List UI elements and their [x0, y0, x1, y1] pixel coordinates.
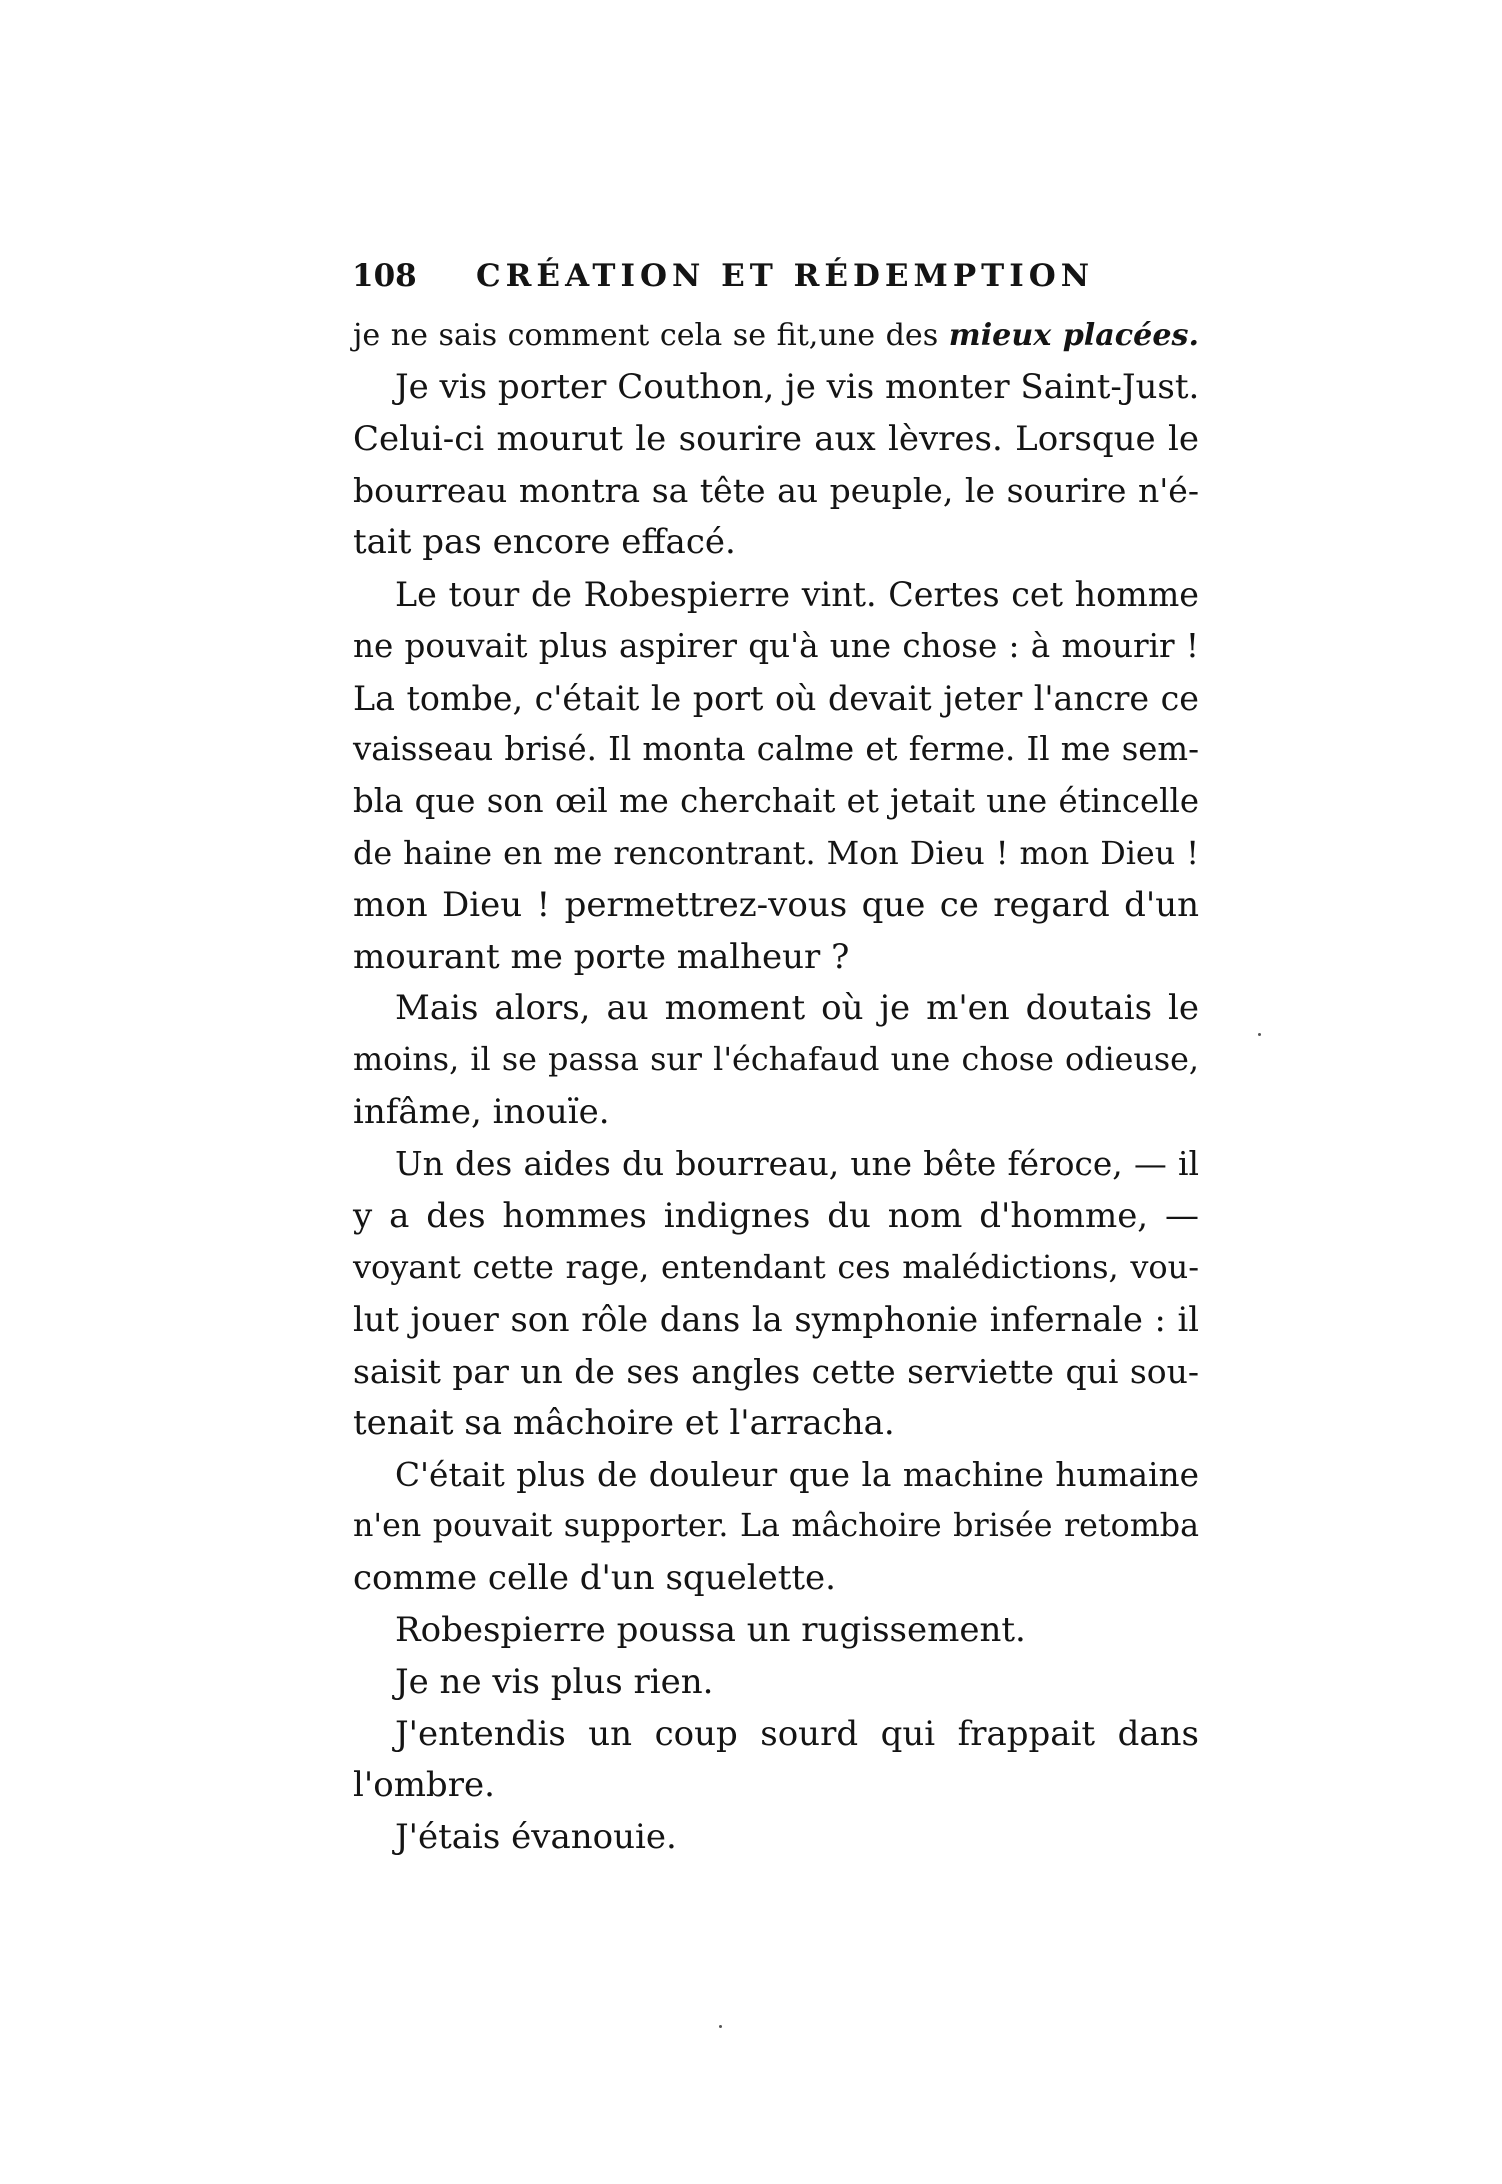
- text-line: mon Dieu ! permettrez-vous que ce regard d'un: [353, 884, 1199, 925]
- text-line: bourreau montra sa tête au peuple, le sourire n'é-: [353, 471, 1199, 511]
- text-line: comme celle d'un squelette.: [353, 1558, 836, 1599]
- text-line: moins, il se passa sur l'échafaud une chose odieuse,: [353, 1042, 1199, 1079]
- text-line: La tombe, c'était le port où devait jeter l'ancre ce: [353, 678, 1199, 718]
- text-line: C'était plus de douleur que la machine humaine: [395, 1455, 1199, 1494]
- italic-phrase: mieux placées.: [948, 318, 1199, 353]
- text-line: Celui-ci mourut le sourire aux lèvres. Lorsque le: [353, 418, 1199, 459]
- text-line: Un des aides du bourreau, une bête féroce, — il: [395, 1144, 1199, 1183]
- text-line: vaisseau brisé. Il monta calme et ferme. Il me sem-: [353, 730, 1199, 769]
- text-line: tait pas encore effacé.: [353, 522, 736, 563]
- print-speck: [1258, 1033, 1261, 1036]
- text-line: de haine en me rencontrant. Mon Dieu ! mon Dieu !: [353, 833, 1199, 872]
- text-line: Robespierre poussa un rugissement.: [395, 1609, 1026, 1650]
- running-header: [352, 254, 1192, 298]
- text-line: Le tour de Robespierre vint. Certes cet homme: [395, 574, 1199, 614]
- text-line: lut jouer son rôle dans la symphonie infernale : il: [353, 1300, 1199, 1340]
- text-line: mourant me porte malheur ?: [353, 936, 850, 977]
- text-line: l'ombre.: [353, 1765, 495, 1806]
- print-speck: [719, 2025, 722, 2028]
- text-line: y a des hommes indignes du nom d'homme, —: [353, 1195, 1199, 1236]
- text-line: Mais alors, au moment où je m'en doutais le: [395, 988, 1199, 1029]
- running-title: CRÉATION ET RÉDEMPTION: [476, 258, 1095, 294]
- text-line: saisit par un de ses angles cette serviette qui sou-: [353, 1351, 1199, 1391]
- page-number: 108: [352, 258, 417, 294]
- text-line: tenait sa mâchoire et l'arracha.: [353, 1402, 895, 1443]
- body-text: [353, 310, 1199, 1864]
- text-line: je ne sais comment cela se fit,une des mieux placées.: [353, 318, 1199, 353]
- text-line: Je vis porter Couthon, je vis monter Saint-Just.: [395, 366, 1200, 407]
- text-line: J'étais évanouie.: [395, 1817, 677, 1858]
- text-line: infâme, inouïe.: [353, 1091, 610, 1132]
- text-line: n'en pouvait supporter. La mâchoire brisée retomba: [353, 1508, 1199, 1545]
- text-line: bla que son œil me cherchait et jetait une étincelle: [353, 782, 1199, 821]
- text-line: J'entendis un coup sourd qui frappait dans: [395, 1713, 1199, 1754]
- text-line: voyant cette rage, entendant ces malédictions, vou-: [353, 1248, 1199, 1287]
- text-line: ne pouvait plus aspirer qu'à une chose : à mourir !: [353, 626, 1199, 665]
- text-line: Je ne vis plus rien.: [395, 1661, 714, 1702]
